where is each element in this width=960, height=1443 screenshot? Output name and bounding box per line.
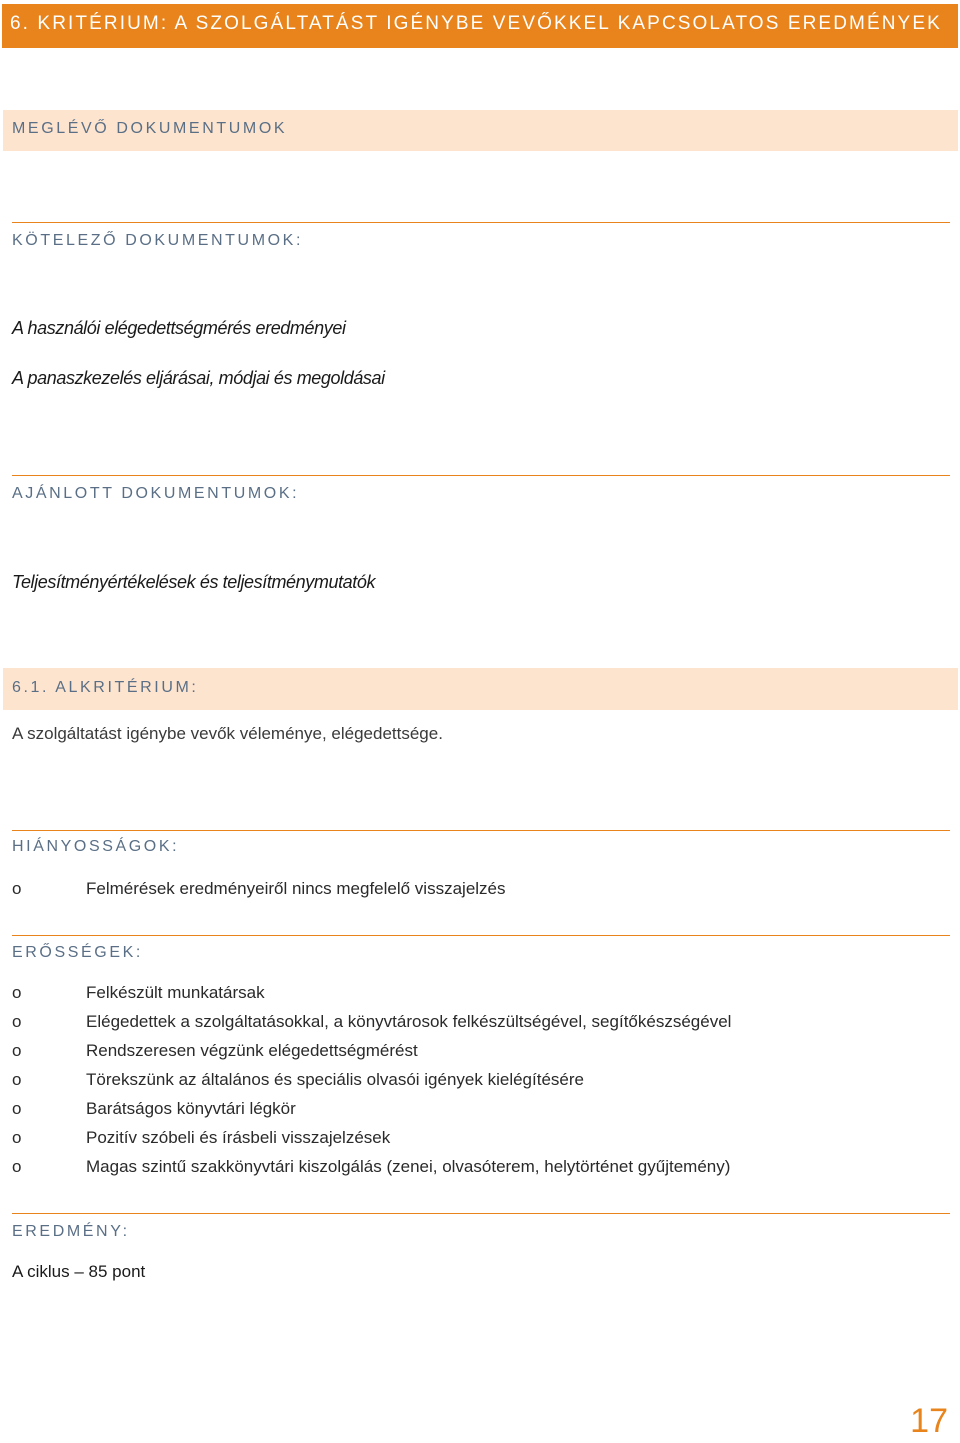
recommended-docs-heading: AJÁNLOTT DOKUMENTUMOK: [12,485,300,502]
strength-text: Elégedettek a szolgáltatásokkal, a könyvtárosok felkészültségével, segítőkészségével [86,1011,732,1031]
subcriterion-description: A szolgáltatást igénybe vevők véleménye, elégedettsége. [12,724,443,743]
strength-text: Magas szintű szakkönyvtári kiszolgálás (zenei, olvasóterem, helytörténet gyűjtemény) [86,1156,731,1176]
list-item [12,1036,418,1065]
section-divider [12,830,950,831]
mandatory-doc-item: A használói elégedettségmérés eredményei [12,318,346,338]
page-number: 17 [910,1402,948,1440]
strengths-heading: ERŐSSÉGEK: [12,944,143,961]
bullet-marker: o [12,1156,22,1176]
section-divider [12,1213,950,1214]
list-item [12,1123,390,1152]
strength-text: Pozitív szóbeli és írásbeli visszajelzések [86,1127,391,1147]
bullet-marker: o [12,1011,22,1031]
list-item [12,1007,731,1036]
section-divider [12,222,950,223]
shortcoming-text: Felmérések eredményeiről nincs megfelelő visszajelzés [86,878,506,898]
bullet-marker: o [12,1098,22,1118]
list-item [12,978,265,1007]
section-divider [12,475,950,476]
bullet-marker: o [12,1069,22,1089]
list-item [12,874,506,903]
bullet-marker: o [12,982,22,1002]
list-item [12,1094,296,1123]
strength-text: Rendszeresen végzünk elégedettségmérést [86,1040,418,1060]
strength-text: Törekszünk az általános és speciális olvasói igények kielégítésére [86,1069,584,1089]
recommended-doc-item: Teljesítményértékelések és teljesítménymutatók [12,572,376,592]
shortcomings-heading: HIÁNYOSSÁGOK: [12,838,180,855]
mandatory-doc-item: A panaszkezelés eljárásai, módjai és megoldásai [12,368,385,388]
list-item [12,1065,584,1094]
subcriterion-heading: 6.1. ALKRITÉRIUM: [12,679,199,696]
result-heading: EREDMÉNY: [12,1223,130,1240]
bullet-marker: o [12,1040,22,1060]
existing-docs-heading: MEGLÉVŐ DOKUMENTUMOK [12,120,288,137]
section-divider [12,935,950,936]
strength-text: Barátságos könyvtári légkör [86,1098,296,1118]
bullet-marker: o [12,878,22,898]
page-title: 6. KRITÉRIUM: A SZOLGÁLTATÁST IGÉNYBE VEVŐKKEL KAPCSOLATOS EREDMÉNYEK [10,13,942,34]
mandatory-docs-heading: KÖTELEZŐ DOKUMENTUMOK: [12,232,303,249]
strength-text: Felkészült munkatársak [86,982,265,1002]
result-value: A ciklus – 85 pont [12,1262,146,1281]
list-item [12,1152,730,1181]
bullet-marker: o [12,1127,22,1147]
